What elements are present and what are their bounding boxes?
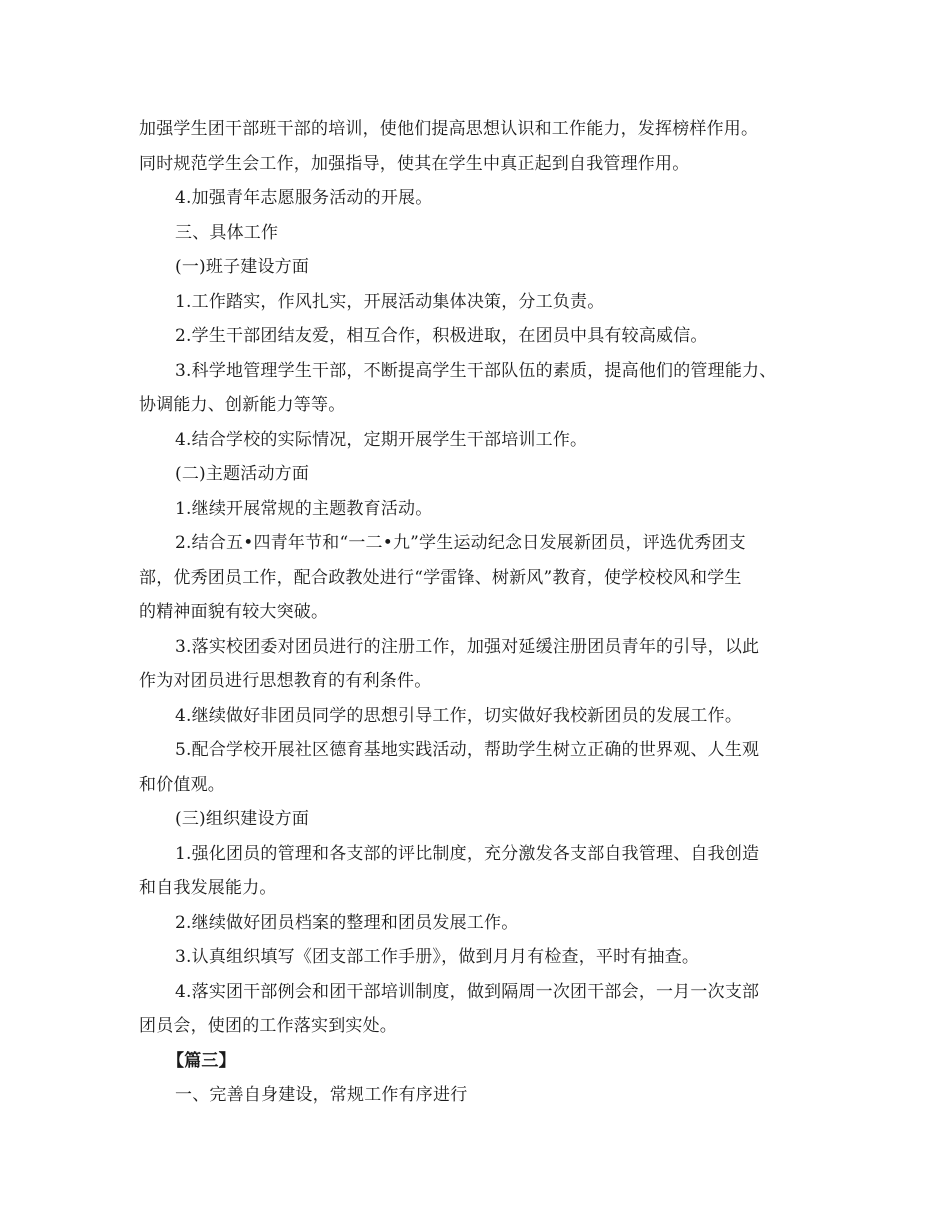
chapter-heading: 【篇三】 <box>167 1050 236 1071</box>
paragraph-line: 部，优秀团员工作，配合政教处进行“学雷锋、树新风”教育，使学校校风和学生 <box>139 567 742 588</box>
paragraph-line: 1.继续开展常规的主题教育活动。 <box>175 498 433 519</box>
paragraph-line: 同时规范学生会工作，加强指导，使其在学生中真正起到自我管理作用。 <box>139 153 690 174</box>
paragraph-line: 1.工作踏实，作风扎实，开展活动集体决策，分工负责。 <box>175 291 605 312</box>
section-heading: 三、具体工作 <box>175 222 279 243</box>
paragraph-line: 团员会，使团的工作落实到实处。 <box>139 1016 397 1036</box>
paragraph-line: 4.加强青年志愿服务活动的开展。 <box>175 188 433 208</box>
paragraph-line: 3.认真组织填写《团支部工作手册》，做到月月有检查，平时有抽查。 <box>175 947 700 967</box>
paragraph-line: 和自我发展能力。 <box>139 878 277 898</box>
paragraph-line: 2.继续做好团员档案的整理和团员发展工作。 <box>175 912 519 933</box>
paragraph-line: 和价值观。 <box>139 774 225 795</box>
paragraph-line: 2.结合五•四青年节和“一二•九”学生运动纪念日发展新团员，评选优秀团支 <box>175 533 746 553</box>
subsection-heading: (三)组织建设方面 <box>175 809 310 829</box>
paragraph-line: 3.科学地管理学生干部，不断提高学生干部队伍的素质，提高他们的管理能力、 <box>175 360 777 381</box>
paragraph-line: 4.继续做好非团员同学的思想引导工作，切实做好我校新团员的发展工作。 <box>175 705 743 726</box>
subsection-heading: (二)主题活动方面 <box>175 464 310 484</box>
paragraph-line: 作为对团员进行思想教育的有利条件。 <box>139 671 432 691</box>
paragraph-line: 协调能力、创新能力等等。 <box>139 395 346 415</box>
paragraph-line: 加强学生团干部班干部的培训，使他们提高思想认识和工作能力，发挥榜样作用。 <box>139 119 759 139</box>
section-heading: 一、完善自身建设，常规工作有序进行 <box>175 1085 468 1105</box>
paragraph-line: 2.学生干部团结友爱，相互合作，积极进取，在团员中具有较高威信。 <box>175 326 708 346</box>
document-body <box>139 112 829 1113</box>
paragraph-line: 1.强化团员的管理和各支部的评比制度，充分激发各支部自我管理、自我创造 <box>175 843 760 864</box>
paragraph-line: 4.落实团干部例会和团干部培训制度，做到隔周一次团干部会，一月一次支部 <box>175 981 760 1002</box>
paragraph-line: 3.落实校团委对团员进行的注册工作，加强对延缓注册团员青年的引导，以此 <box>175 636 760 657</box>
paragraph-line: 5.配合学校开展社区德育基地实践活动，帮助学生树立正确的世界观、人生观 <box>175 740 760 760</box>
subsection-heading: (一)班子建设方面 <box>175 257 310 277</box>
paragraph-line: 的精神面貌有较大突破。 <box>139 602 329 622</box>
paragraph-line: 4.结合学校的实际情况，定期开展学生干部培训工作。 <box>175 429 588 450</box>
